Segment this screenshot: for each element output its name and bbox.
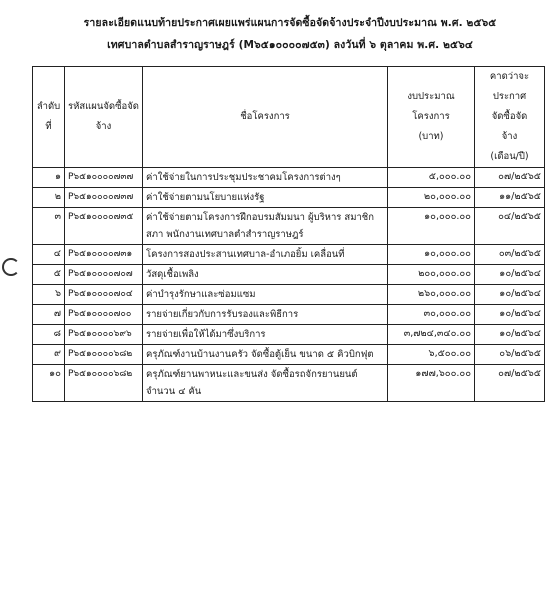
table-header-row <box>33 67 545 168</box>
table-row <box>33 305 545 325</box>
row-project-name: โครงการสองประสานเทศบาล-อำเภอยิ้ม เคลื่อนที่ <box>143 245 388 265</box>
table-row <box>33 325 545 345</box>
row-project-name: ค่าใช้จ่ายตามนโยบายแห่งรัฐ <box>143 188 388 208</box>
header-date-line: จ้าง <box>501 131 518 142</box>
row-expected-date: ๑๐/๒๕๖๔ <box>475 325 545 345</box>
row-expected-date: ๑๐/๒๕๖๔ <box>475 285 545 305</box>
table-row <box>33 265 545 285</box>
row-no: ๕ <box>33 265 65 285</box>
row-no: ๑ <box>33 168 65 188</box>
row-budget: ๑๐,๐๐๐.๐๐ <box>388 245 475 265</box>
row-budget: ๓,๗๒๔,๓๔๐.๐๐ <box>388 325 475 345</box>
row-no: ๑๐ <box>33 365 65 402</box>
row-plan-code: P๖๕๑๐๐๐๐๗๓๕ <box>65 208 143 245</box>
header-budget-line: (บาท) <box>418 131 444 142</box>
row-budget: ๕,๐๐๐.๐๐ <box>388 168 475 188</box>
header-code: รหัสแผนจัดซื้อจัดจ้าง <box>65 67 143 168</box>
row-project-name: ค่าใช้จ่ายในการประชุมประชาคมโครงการต่างๆ <box>143 168 388 188</box>
document-title-line-2: เทศบาลตำบลสำราญราษฎร์ (M๖๕๑๐๐๐๐๗๕๓) ลงวันที่ ๖ ตุลาคม พ.ศ. ๒๕๖๔ <box>107 39 473 51</box>
row-project-name: ค่าบำรุงรักษาและซ่อมแซม <box>143 285 388 305</box>
document-title-line-1: รายละเอียดแนบท้ายประกาศเผยแพร่แผนการจัดซื้อจัดจ้างประจำปีงบประมาณ พ.ศ. ๒๕๖๕ <box>83 17 497 29</box>
row-expected-date: ๑๑/๒๕๖๕ <box>475 188 545 208</box>
table-row <box>33 345 545 365</box>
row-plan-code: P๖๕๑๐๐๐๐๗๐๗ <box>65 265 143 285</box>
table-row <box>33 188 545 208</box>
row-budget: ๒๐๐,๐๐๐.๐๐ <box>388 265 475 285</box>
row-plan-code: P๖๕๑๐๐๐๐๖๘๒ <box>65 345 143 365</box>
row-plan-code: P๖๕๑๐๐๐๐๗๓๑ <box>65 245 143 265</box>
row-plan-code: P๖๕๑๐๐๐๐๗๐๔ <box>65 285 143 305</box>
table-row <box>33 245 545 265</box>
row-plan-code: P๖๕๑๐๐๐๐๖๙๖ <box>65 325 143 345</box>
header-date-line: ประกาศ <box>492 91 527 102</box>
header-budget-line: งบประมาณ <box>407 91 455 102</box>
row-plan-code: P๖๕๑๐๐๐๐๖๘๒ <box>65 365 143 402</box>
row-project-name: รายจ่ายเพื่อให้ได้มาซึ่งบริการ <box>143 325 388 345</box>
header-date-line: คาดว่าจะ <box>489 71 530 82</box>
row-budget: ๒๖๐,๐๐๐.๐๐ <box>388 285 475 305</box>
header-budget <box>388 67 475 168</box>
row-project-name: ค่าใช้จ่ายตามโครงการฝึกอบรมสัมมนา ผู้บริหาร สมาชิก สภา พนักงานเทศบาลตำสำราญราษฎร์ <box>143 208 388 245</box>
header-project-name: ชื่อโครงการ <box>143 67 388 168</box>
table-row <box>33 365 545 402</box>
row-budget: ๖,๕๐๐.๐๐ <box>388 345 475 365</box>
row-expected-date: ๐๗/๒๕๖๕ <box>475 365 545 402</box>
row-project-name: รายจ่ายเกี่ยวกับการรับรองและพิธีการ <box>143 305 388 325</box>
row-budget: ๒๐,๐๐๐.๐๐ <box>388 188 475 208</box>
row-no: ๗ <box>33 305 65 325</box>
row-expected-date: ๐๖/๒๕๖๕ <box>475 345 545 365</box>
row-no: ๓ <box>33 208 65 245</box>
row-expected-date: ๐๓/๒๕๖๕ <box>475 245 545 265</box>
table-row <box>33 168 545 188</box>
row-plan-code: P๖๕๑๐๐๐๐๗๓๗ <box>65 188 143 208</box>
row-plan-code: P๖๕๑๐๐๐๐๗๐๐ <box>65 305 143 325</box>
row-expected-date: ๑๐/๒๕๖๔ <box>475 265 545 285</box>
header-date-line: (เดือน/ปี) <box>490 151 529 162</box>
row-expected-date: ๐๔/๒๕๖๕ <box>475 208 545 245</box>
row-project-name: ครุภัณฑ์งานบ้านงานครัว จัดซื้อตู้เย็น ขนาด ๕ คิวบิกฟุต <box>143 345 388 365</box>
header-budget-line: โครงการ <box>412 111 450 122</box>
row-project-name: ครุภัณฑ์ยานพาหนะและขนส่ง จัดซื้อรถจักรยานยนต์ จำนวน ๔ คัน <box>143 365 388 402</box>
row-no: ๖ <box>33 285 65 305</box>
row-no: ๙ <box>33 345 65 365</box>
header-date-line: จัดซื้อจัด <box>491 111 528 122</box>
row-expected-date: ๑๐/๒๕๖๔ <box>475 305 545 325</box>
row-no: ๘ <box>33 325 65 345</box>
header-expected-date <box>475 67 545 168</box>
header-no: ลำดับที่ <box>33 67 65 168</box>
row-plan-code: P๖๕๑๐๐๐๐๗๓๗ <box>65 168 143 188</box>
row-project-name: วัสดุเชื้อเพลิง <box>143 265 388 285</box>
row-budget: ๑๗๗,๖๐๐.๐๐ <box>388 365 475 402</box>
row-budget: ๓๐,๐๐๐.๐๐ <box>388 305 475 325</box>
binder-hole-mark <box>2 258 20 276</box>
row-budget: ๑๐,๐๐๐.๐๐ <box>388 208 475 245</box>
table-row <box>33 285 545 305</box>
row-expected-date: ๐๗/๒๕๖๕ <box>475 168 545 188</box>
row-no: ๔ <box>33 245 65 265</box>
table-row <box>33 208 545 245</box>
row-no: ๒ <box>33 188 65 208</box>
procurement-plan-table <box>32 66 545 402</box>
